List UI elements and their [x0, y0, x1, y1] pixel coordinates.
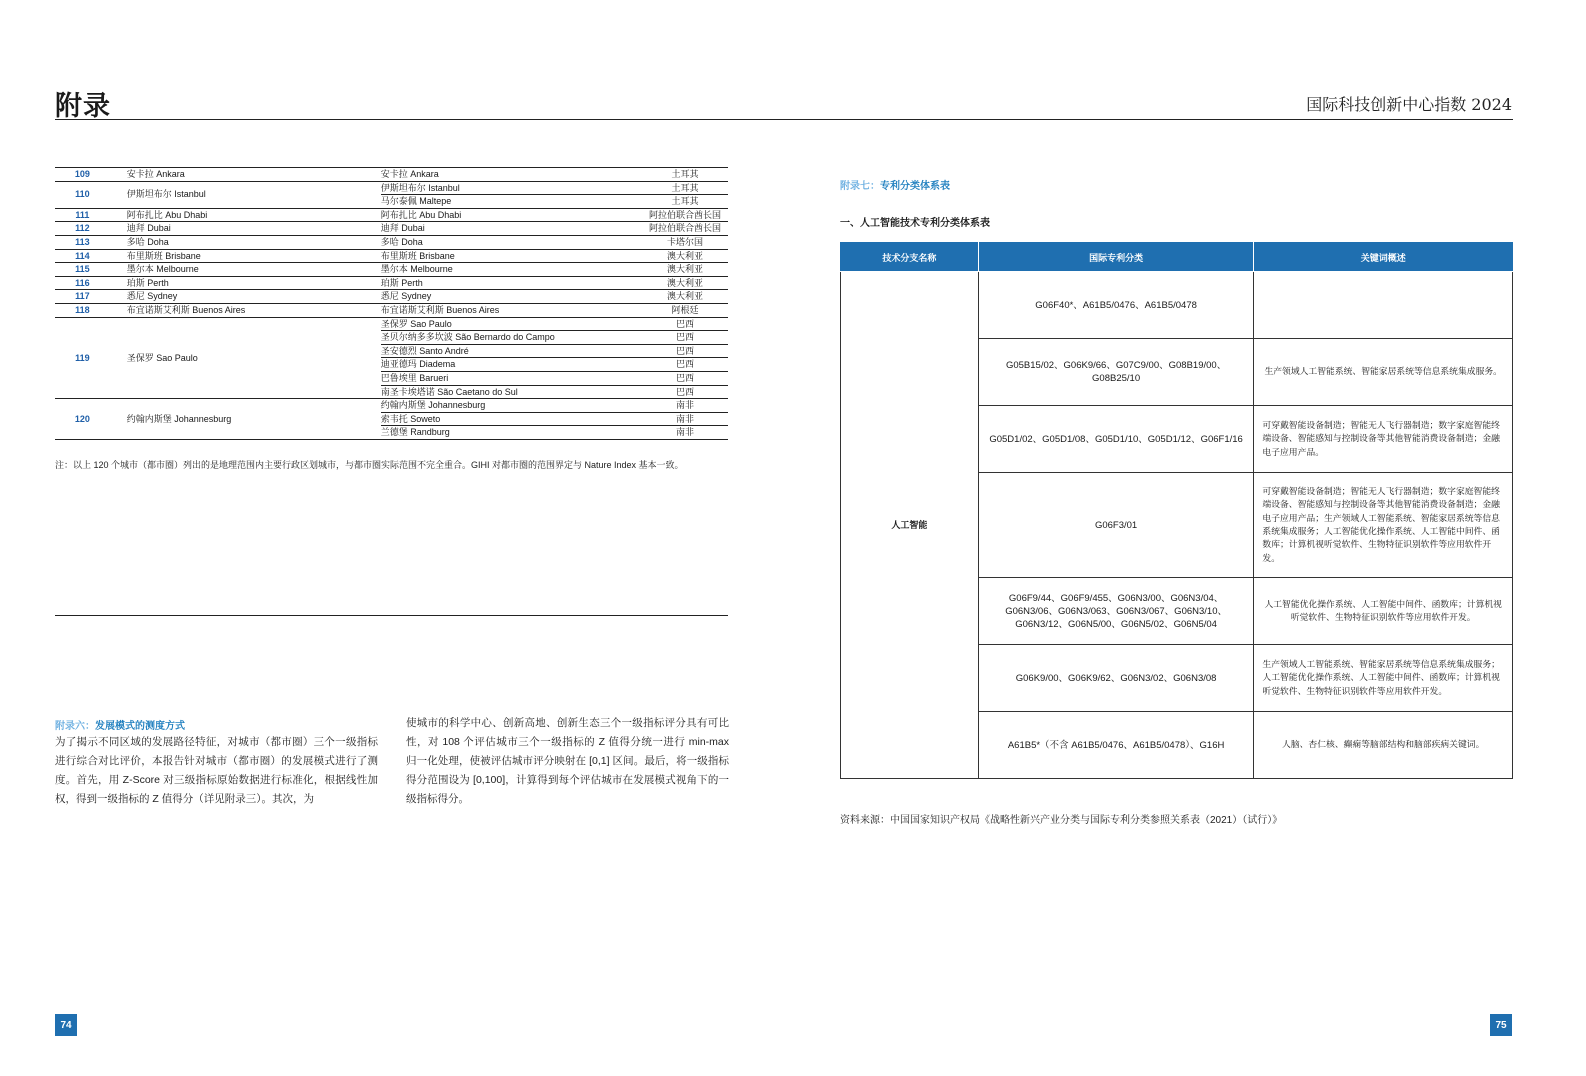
- ipc-cell: G06F9/44、G06F9/455、G06N3/00、G06N3/04、G06N3/06、G06N3/063、G06N3/067、G06N3/10、G06N3/12、G06N5/00、G06N5/02、G06N5/04: [978, 578, 1254, 645]
- country-cell: 巴西: [642, 371, 728, 385]
- area-cell: 多哈 Doha: [381, 235, 642, 249]
- rank-cell: 109: [74, 169, 90, 179]
- city-table: [55, 167, 728, 440]
- rank-cell: 118: [55, 303, 110, 317]
- keywords-cell: 人工智能优化操作系统、人工智能中间件、函数库；计算机视听觉软件、生物特征识别软件等应用软件开发。: [1254, 578, 1513, 645]
- area-cell: 约翰内斯堡 Johannesburg: [381, 399, 642, 413]
- country-cell: 巴西: [642, 385, 728, 399]
- table-row: [55, 276, 728, 290]
- keywords-cell: 可穿戴智能设备制造；智能无人飞行器制造；数字家庭智能终端设备、智能感知与控制设备等其他智能消费设备制造；金融电子应用产品；生产领域人工智能系统、智能家居系统等信息系统集成服务；人工智能优化操作系统、人工智能中间件、函数库；计算机视听觉软件、生物特征识别软件等应用软件开发。: [1254, 473, 1513, 578]
- column-header-branch: 技术分支名称: [841, 243, 979, 272]
- city-cell: 墨尔本 Melbourne: [110, 263, 381, 277]
- patent-table-header-row: [841, 243, 1513, 272]
- area-cell: 悉尼 Sydney: [381, 290, 642, 304]
- country-cell: 巴西: [642, 331, 728, 345]
- keywords-cell: 生产领域人工智能系统、智能家居系统等信息系统集成服务；人工智能优化操作系统、人工智能中间件、函数库；计算机视听觉软件、生物特征识别软件等应用软件开发。: [1254, 645, 1513, 712]
- country-cell: 南非: [642, 412, 728, 426]
- branch-cell: 人工智能: [841, 272, 979, 779]
- city-cell: 多哈 Doha: [110, 235, 381, 249]
- country-cell: 阿根廷: [642, 303, 728, 317]
- page-number-left: 74: [55, 1014, 77, 1036]
- header-divider: [55, 119, 1513, 120]
- ipc-cell: G06F40*、A61B5/0476、A61B5/0478: [978, 272, 1254, 339]
- rank-cell: 111: [55, 208, 110, 222]
- area-cell: 墨尔本 Melbourne: [381, 263, 642, 277]
- rank-cell: 115: [55, 263, 110, 277]
- table-row: [55, 263, 728, 277]
- appendix6-paragraph-left: 为了揭示不同区域的发展路径特征，对城市（都市圈）三个一级指标进行综合对比评价，本报告针对城市（都市圈）的发展模式进行了测度。首先，用 Z-Score 对三级指标原始数据进行标准化，根据线性加权，得到一级指标的 Z 值得分（详见附录三）。其次，为: [55, 736, 378, 805]
- city-cell: 阿布扎比 Abu Dhabi: [110, 208, 381, 222]
- area-cell: 伊斯坦布尔 Istanbul: [381, 181, 642, 195]
- area-cell: 圣安德烈 Santo André: [381, 344, 642, 358]
- ipc-cell: A61B5*（不含 A61B5/0476、A61B5/0478）、G16H: [978, 712, 1254, 779]
- ipc-cell: G06K9/00、G06K9/62、G06N3/02、G06N3/08: [978, 645, 1254, 712]
- country-cell: 土耳其: [642, 195, 728, 209]
- source-note: 资料来源：中国国家知识产权局《战略性新兴产业分类与国际专利分类参照关系表（2021）（试行）》: [840, 815, 1283, 826]
- keywords-cell: [1254, 272, 1513, 339]
- ipc-cell: G06F3/01: [978, 473, 1254, 578]
- report-title: 国际科技创新中心指数 2024: [1306, 95, 1512, 114]
- country-cell: 巴西: [642, 317, 728, 331]
- appendix6-heading: [55, 717, 185, 732]
- appendix7-heading: [840, 177, 950, 192]
- rank-cell: 113: [55, 235, 110, 249]
- keywords-cell: 可穿戴智能设备制造；智能无人飞行器制造；数字家庭智能终端设备、智能感知与控制设备等其他智能消费设备制造；金融电子应用产品。: [1254, 406, 1513, 473]
- area-cell: 迪亚德玛 Diadema: [381, 358, 642, 372]
- section-divider: [55, 615, 728, 616]
- appendix6-paragraph-right: 使城市的科学中心、创新高地、创新生态三个一级指标评分具有可比性，对 108 个评估城市三个一级指标的 Z 值得分统一进行 min-max 归一化处理，使被评估城市评分映射在 [0,1] 区间。最后，将一级指标得分范围设为 [0,100]，计算得到每个评估城市在发展模式视角下的一级指标得分。: [406, 717, 729, 805]
- country-cell: 巴西: [642, 344, 728, 358]
- area-cell: 索韦托 Soweto: [381, 412, 642, 426]
- area-cell: 布宜诺斯艾利斯 Buenos Aires: [381, 303, 642, 317]
- country-cell: 土耳其: [642, 181, 728, 195]
- table-row: [55, 317, 728, 331]
- city-table-body: [55, 168, 728, 440]
- country-cell: 土耳其: [671, 169, 699, 179]
- table-row: [55, 399, 728, 413]
- area-cell: 布里斯班 Brisbane: [381, 249, 642, 263]
- rank-cell: 120: [55, 399, 110, 440]
- country-cell: 巴西: [642, 358, 728, 372]
- column-header-ipc: 国际专利分类: [978, 243, 1254, 272]
- area-cell: 阿布扎比 Abu Dhabi: [381, 208, 642, 222]
- city-cell: 布宜诺斯艾利斯 Buenos Aires: [110, 303, 381, 317]
- city-cell: 悉尼 Sydney: [110, 290, 381, 304]
- page-title: 附录: [55, 91, 111, 122]
- area-cell: 巴鲁埃里 Barueri: [381, 371, 642, 385]
- rank-cell: 119: [55, 317, 110, 399]
- table-row: [55, 249, 728, 263]
- ipc-cell: G05B15/02、G06K9/66、G07C9/00、G08B19/00、G08B25/10: [978, 339, 1254, 406]
- appendix6-heading-label: 附录六：: [55, 721, 95, 732]
- area-cell: 兰德堡 Randburg: [381, 426, 642, 440]
- country-cell: 南非: [642, 426, 728, 440]
- city-cell: 迪拜 Dubai: [110, 222, 381, 236]
- country-cell: 卡塔尔国: [642, 235, 728, 249]
- city-cell: 布里斯班 Brisbane: [110, 249, 381, 263]
- country-cell: 南非: [642, 399, 728, 413]
- country-cell: 澳大利亚: [642, 276, 728, 290]
- page-number-right: 75: [1490, 1014, 1512, 1036]
- city-cell: 伊斯坦布尔 Istanbul: [110, 181, 381, 208]
- city-cell: 约翰内斯堡 Johannesburg: [110, 399, 381, 440]
- table-row: [55, 208, 728, 222]
- table-row: [55, 290, 728, 304]
- country-cell: 澳大利亚: [642, 263, 728, 277]
- ipc-cell: G05D1/02、G05D1/08、G05D1/10、G05D1/12、G06F1/16: [978, 406, 1254, 473]
- appendix7-heading-label: 附录七：: [840, 181, 880, 192]
- appendix6-heading-title: 发展模式的测度方式: [95, 721, 185, 732]
- table-row: [55, 222, 728, 236]
- rank-cell: 110: [55, 181, 110, 208]
- table-row: [841, 272, 1513, 339]
- area-cell: 安卡拉 Ankara: [380, 169, 439, 179]
- appendix7-heading-title: 专利分类体系表: [880, 181, 950, 192]
- table-row: [55, 303, 728, 317]
- city-cell: 珀斯 Perth: [110, 276, 381, 290]
- country-cell: 澳大利亚: [642, 249, 728, 263]
- rank-cell: 117: [55, 290, 110, 304]
- area-cell: 圣贝尔纳多多坎波 São Bernardo do Campo: [381, 331, 642, 345]
- city-table-note: 注：以上 120 个城市（都市圈）列出的是地理范围内主要行政区划城市，与都市圈实际范围不完全重合。GIHI 对都市圈的范围界定与 Nature Index 基本一致。: [55, 460, 684, 470]
- city-cell: 圣保罗 Sao Paulo: [110, 317, 381, 399]
- rank-cell: 116: [55, 276, 110, 290]
- country-cell: 阿拉伯联合酋长国: [642, 208, 728, 222]
- rank-cell: 112: [55, 222, 110, 236]
- table-row: [55, 168, 728, 182]
- table-row: [55, 181, 728, 195]
- area-cell: 南圣卡埃塔诺 São Caetano do Sul: [381, 385, 642, 399]
- keywords-cell: 人脑、杏仁核、癫痫等脑部结构和脑部疾病关键词。: [1254, 712, 1513, 779]
- area-cell: 迪拜 Dubai: [381, 222, 642, 236]
- appendix7-subheading: 一、人工智能技术专利分类体系表: [840, 218, 990, 229]
- patent-classification-table: [840, 242, 1513, 779]
- column-header-keywords: 关键词概述: [1254, 243, 1513, 272]
- country-cell: 阿拉伯联合酋长国: [642, 222, 728, 236]
- area-cell: 马尔泰佩 Maltepe: [381, 195, 642, 209]
- keywords-cell: 生产领域人工智能系统、智能家居系统等信息系统集成服务。: [1254, 339, 1513, 406]
- country-cell: 澳大利亚: [642, 290, 728, 304]
- city-cell: 安卡拉 Ankara: [126, 169, 185, 179]
- area-cell: 圣保罗 Sao Paulo: [381, 317, 642, 331]
- rank-cell: 114: [55, 249, 110, 263]
- table-row: [55, 235, 728, 249]
- area-cell: 珀斯 Perth: [381, 276, 642, 290]
